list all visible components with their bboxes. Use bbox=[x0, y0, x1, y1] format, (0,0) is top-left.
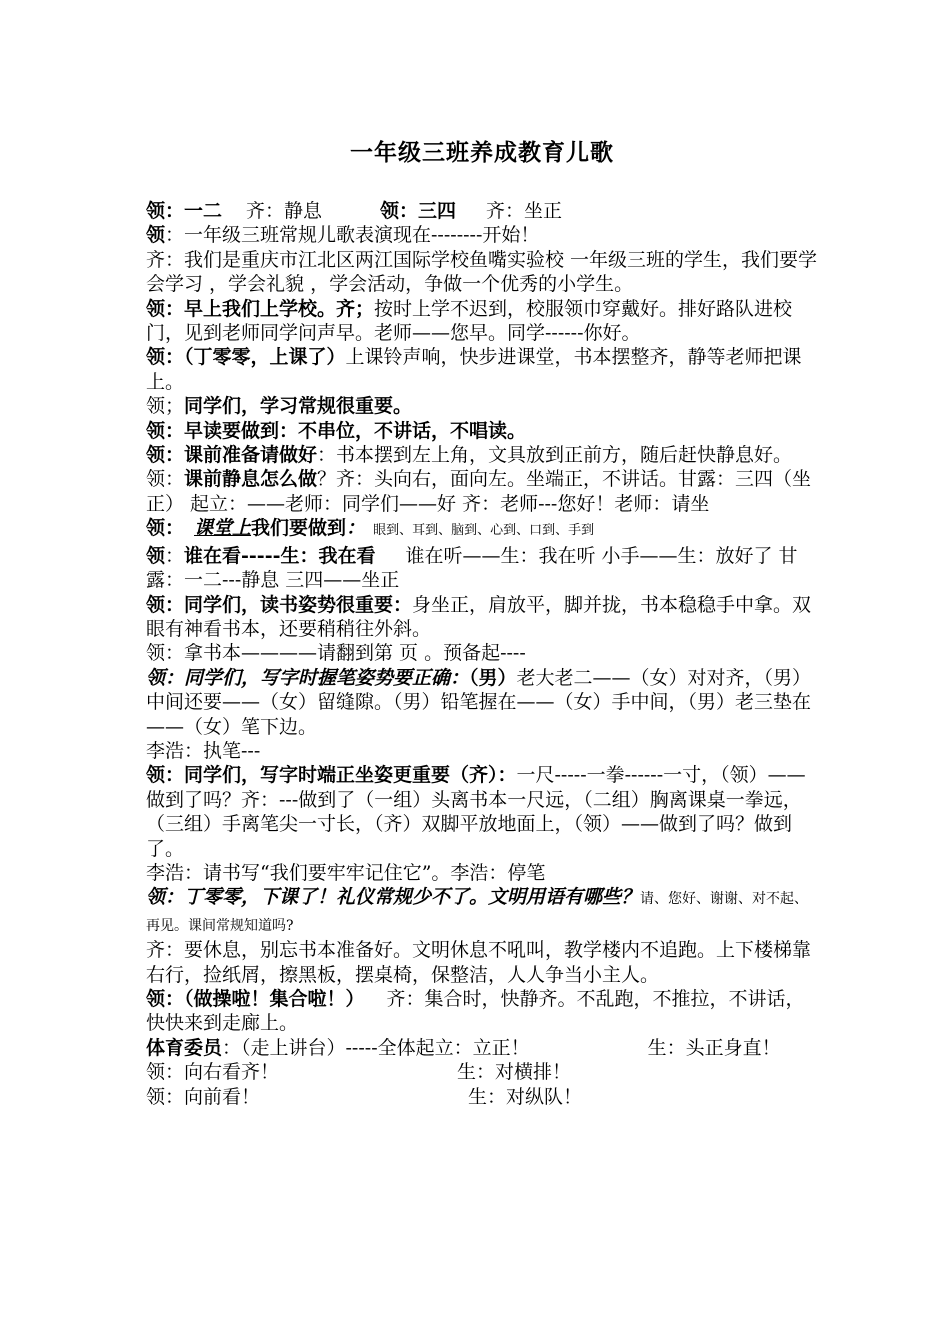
line-8: 领：课前准备请做好：书本摆到左上角，文具放到正前方，随后赶快静息好。 bbox=[146, 444, 793, 467]
line-2: 领：一年级三班常规儿歌表演现在--------开始！ bbox=[146, 224, 540, 247]
line-10: 领： 课堂上我们要做到： 眼到、耳到、脑到、心到、口到、手到 bbox=[146, 517, 595, 540]
line-23: 领：向前看！ 生：对纵队！ bbox=[146, 1085, 583, 1108]
line-22: 领：向右看齐！ 生：对横排！ bbox=[146, 1061, 572, 1084]
document-body bbox=[146, 199, 818, 1109]
line-20: 领：（做操啦！集合啦！） 齐：集合时，快静齐。不乱跑，不推拉，不讲话，快快来到走廊上。 bbox=[146, 988, 805, 1035]
line-3: 齐：我们是重庆市江北区两江国际学校鱼嘴实验校 一年级三班的学生，我们要学会学习 ，学会礼貌 ，学会活动，争做一个优秀的小学生。 bbox=[146, 248, 818, 296]
line-19: 齐：要休息，别忘书本准备好。文明休息不吼叫，教学楼内不追跑。上下楼梯靠右行，捡纸屑，擦黑板，摆桌椅，保整洁，人人争当小主人。 bbox=[146, 939, 812, 986]
line-17: 李浩：请书写“我们要牢牢记住它”。李浩：停笔 bbox=[146, 861, 546, 884]
line-15: 李浩：执笔--- bbox=[146, 739, 261, 762]
line-6: 领；同学们，学习常规很重要。 bbox=[146, 395, 413, 418]
line-14: 领：同学们，写字时握笔姿势要正确：（男）老大老二——（女）对对齐，（男）中间还要——（女）留缝隙。（男）铅笔握在——（女）手中间，（男）老三垫在——（女）笔下边。 bbox=[146, 666, 812, 738]
line-7: 领：早读要做到：不串位，不讲话，不唱读。 bbox=[146, 419, 527, 442]
line-5: 领：（丁零零，上课了）上课铃声响，快步进课堂，书本摆整齐，静等老师把课上。 bbox=[146, 346, 802, 393]
line-4: 领：早上我们上学校。齐；按时上学不迟到，校服领巾穿戴好。排好路队进校门，见到老师同学问声早。老师——您早。同学------你好。 bbox=[146, 297, 793, 345]
line-13: 领：拿书本————请翻到第 页 。预备起---- bbox=[146, 642, 526, 665]
page-title: 一年级三班养成教育儿歌 bbox=[350, 139, 614, 166]
line-21: 体育委员：（走上讲台）-----全体起立：立正！ 生：头正身直！ bbox=[146, 1036, 781, 1059]
line-12: 领：同学们，读书姿势很重要：身坐正，肩放平，脚并拢，书本稳稳手中拿。双眼有神看书本，还要稍稍往外斜。 bbox=[146, 593, 812, 640]
line-11: 领：谁在看-----生：我在看 谁在听——生：我在听 小手——生：放好了 甘露：一二---静息 三四——坐正 bbox=[146, 544, 798, 592]
document-page bbox=[146, 0, 818, 1344]
line-9: 领：课前静息怎么做？齐：头向右，面向左。坐端正，不讲话。甘露：三四（坐正） 起立：——老师：同学们——好 齐：老师---您好！老师：请坐 bbox=[146, 468, 812, 515]
line-16: 领：同学们，写字时端正坐姿更重要（齐）：一尺-----一拳------一寸，（领）——做到了吗？齐：---做到了（一组）头离书本一尺远，（二组）胸离课桌一拳远，（三组）手离笔尖一寸长，（齐）双脚平放地面上，（领）——做到了吗？做到了。 bbox=[146, 764, 806, 860]
line-1: 领：一二 齐：静息 领：三四 齐：坐正 bbox=[146, 200, 563, 222]
line-18: 领：丁零零，下课了！礼仪常规少不了。文明用语有哪些？请、您好、谢谢、对不起、再见。课间常规知道吗? bbox=[146, 886, 809, 934]
